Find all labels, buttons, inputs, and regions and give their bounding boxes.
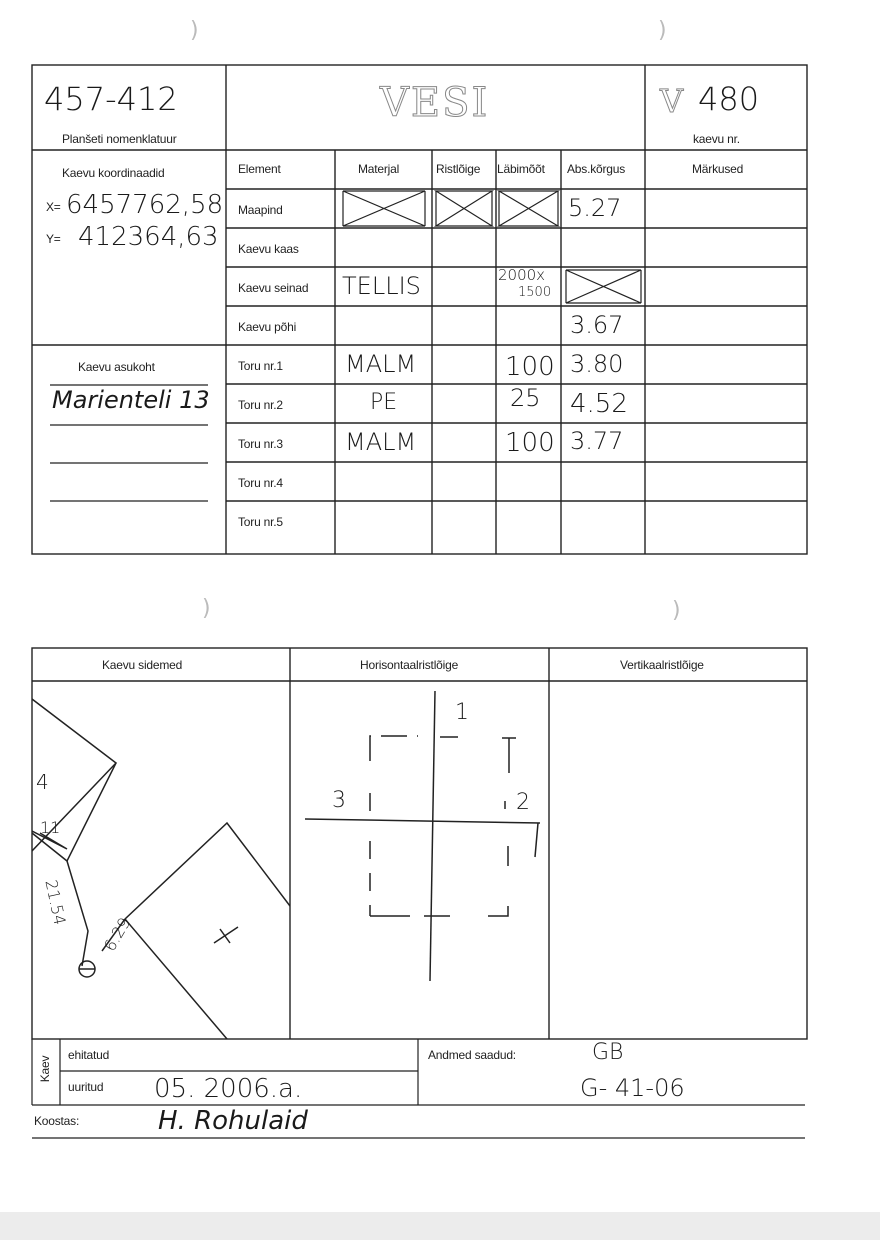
section-header-horizontal: Horisontaalristlõige	[360, 658, 459, 672]
column-header-notes: Märkused	[692, 162, 744, 176]
y-prefix: Y=	[46, 232, 61, 246]
column-header-diameter: Läbimõõt	[497, 162, 545, 176]
column-header-material: Materjal	[358, 162, 400, 176]
built-label: ehitatud	[68, 1048, 110, 1062]
x-prefix: X=	[46, 200, 61, 214]
pipe-label-3: 3	[332, 788, 346, 813]
cell-abs-height: 3.67	[570, 311, 624, 339]
well-label: kaevu nr.	[693, 132, 740, 146]
ties-sketch	[32, 681, 290, 1039]
cell-abs-height: 3.77	[570, 427, 624, 455]
plan-label: Planšeti nomenklatuur	[62, 132, 177, 146]
page-title: VESI	[380, 80, 490, 126]
row-element-label: Kaevu kaas	[238, 242, 299, 256]
cell-material: PE	[370, 390, 398, 415]
column-header-cross-section: Ristlõige	[436, 162, 481, 176]
author-label: Koostas:	[34, 1114, 80, 1128]
row-element-label: Toru nr.3	[238, 437, 283, 451]
row-element-label: Kaevu seinad	[238, 281, 309, 295]
row-element-label: Toru nr.4	[238, 476, 283, 490]
author-value: H. Rohulaid	[158, 1106, 308, 1136]
pipe-label-1: 1	[455, 700, 469, 725]
y-coordinate: 412364,63	[78, 222, 219, 252]
cell-material: MALM	[345, 350, 417, 378]
well-number: 480	[698, 80, 760, 118]
cell-diameter: 100	[505, 428, 555, 458]
column-header-element: Element	[238, 162, 281, 176]
row-element-label: Toru nr.5	[238, 515, 283, 529]
horizontal-sketch	[290, 681, 549, 1039]
ties-distance-2: 6.29	[100, 914, 135, 955]
pipe-label-2: 2	[516, 790, 530, 815]
surveyed-label: uuritud	[68, 1080, 104, 1094]
cell-material: TELLIS	[342, 272, 421, 300]
row-element-label: Toru nr.1	[238, 359, 283, 373]
cell-diameter: 100	[505, 352, 555, 382]
cell-diameter-top: 2000x	[498, 266, 546, 284]
punch-mark: )	[658, 18, 667, 43]
footer-side-label: Kaev	[38, 1055, 52, 1083]
surveyed-value: 05. 2006.a.	[154, 1074, 303, 1104]
column-header-abs-height: Abs.kõrgus	[567, 162, 626, 176]
row-element-label: Toru nr.2	[238, 398, 283, 412]
row-element-label: Maapind	[238, 203, 283, 217]
ties-label-11: 11	[40, 818, 61, 837]
data-source-value: GB	[592, 1040, 624, 1065]
well-prefix: V	[660, 82, 684, 120]
cell-diameter-bottom: 1500	[518, 285, 552, 300]
coordinates-label: Kaevu koordinaadid	[62, 166, 165, 180]
location-label: Kaevu asukoht	[78, 360, 155, 374]
data-source-ref: G- 41-06	[580, 1074, 685, 1102]
ties-label-4: 4	[36, 770, 49, 794]
ties-distance-1: 21.54	[41, 878, 70, 927]
location-value: Marienteli 13	[52, 386, 210, 414]
cell-abs-height: 5.27	[568, 194, 622, 222]
x-coordinate: 6457762,58	[66, 190, 224, 220]
plan-number: 457-412	[44, 80, 178, 118]
data-source-label: Andmed saadud:	[428, 1048, 516, 1062]
cell-abs-height: 4.52	[570, 389, 628, 419]
cell-abs-height: 3.80	[570, 350, 624, 378]
section-header-vertical: Vertikaalristlõige	[620, 658, 704, 672]
scan-edge	[0, 1212, 880, 1240]
punch-mark: )	[202, 596, 211, 621]
cell-diameter: 25	[510, 384, 541, 412]
cell-material: MALM	[345, 428, 417, 456]
punch-mark: )	[190, 18, 199, 43]
section-header-ties: Kaevu sidemed	[102, 658, 183, 672]
row-element-label: Kaevu põhi	[238, 320, 297, 334]
punch-mark: )	[672, 598, 681, 623]
